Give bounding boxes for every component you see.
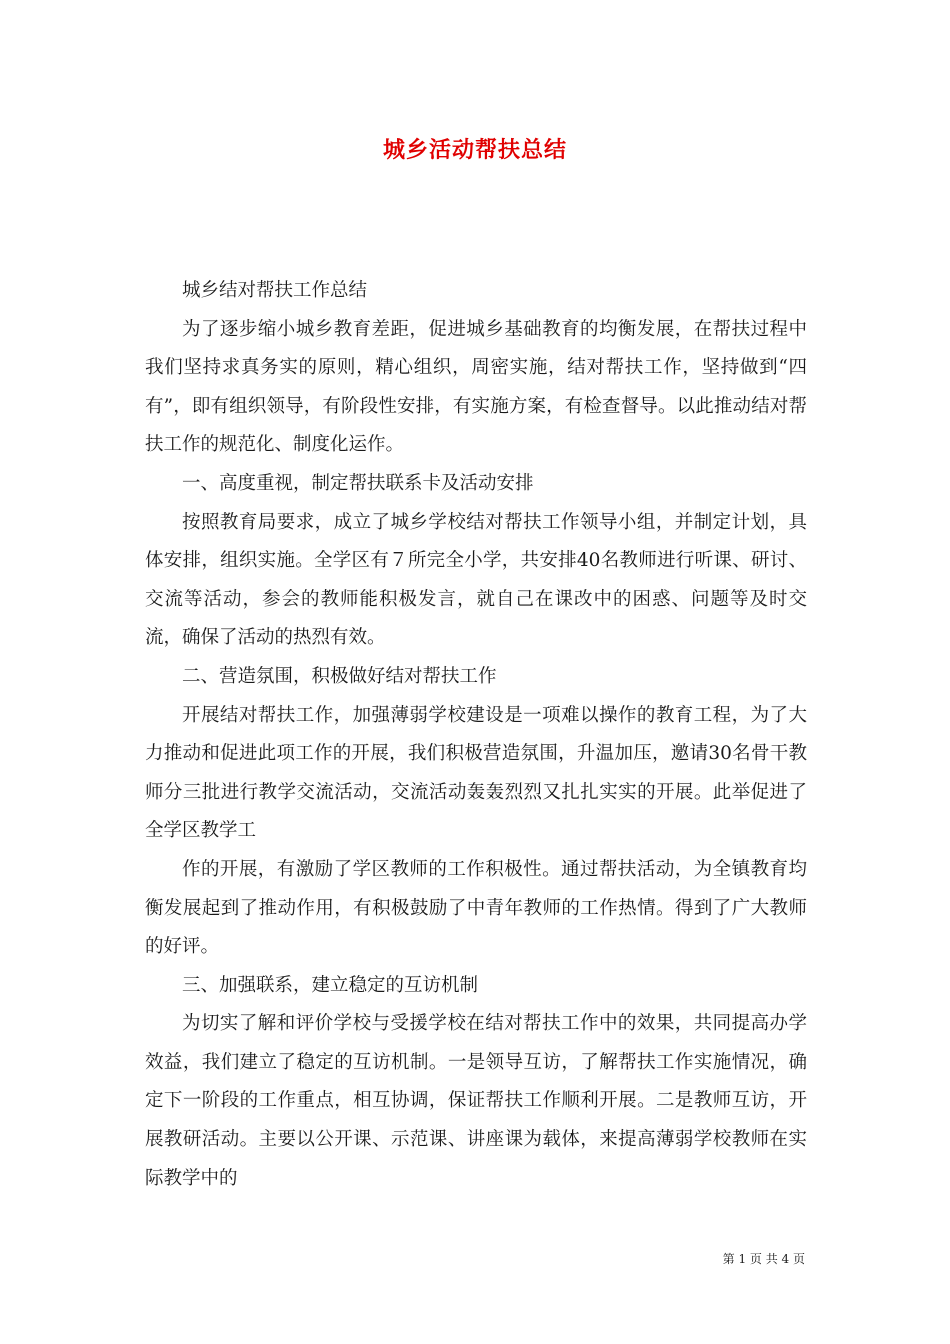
section-heading: 三、加强联系，建立稳定的互访机制 — [182, 974, 479, 996]
paragraph: 开展结对帮扶工作，加强薄弱学校建设是一项难以操作的教育工程，为了大力推动和促进此项工作的开展，我们积极营造氛围，升温加压，邀请30名骨干教师分三批进行教学交流活动，交流活动轰轰烈烈又扎扎实实的开展。此举促进了全学区教学工 — [145, 704, 807, 842]
paragraph: 城乡结对帮扶工作总结 — [182, 280, 368, 301]
section-heading: 二、营造氛围，积极做好结对帮扶工作 — [182, 665, 497, 687]
section-heading: 一、高度重视，制定帮扶联系卡及活动安排 — [182, 472, 534, 494]
paragraph: 按照教育局要求，成立了城乡学校结对帮扶工作领导小组，并制定计划，具体安排，组织实施。全学区有７所完全小学，共安排40名教师进行听课、研讨、交流等活动，参会的教师能积极发言，就自己在课改中的困惑、问题等及时交流，确保了活动的热烈有效。 — [145, 511, 807, 649]
document-body — [145, 272, 807, 1198]
paragraph: 为切实了解和评价学校与受援学校在结对帮扶工作中的效果，共同提高办学效益，我们建立了稳定的互访机制。一是领导互访，了解帮扶工作实施情况，确定下一阶段的工作重点，相互协调，保证帮扶工作顺利开展。二是教师互访，开展教研活动。主要以公开课、示范课、讲座课为载体，来提高薄弱学校教师在实际教学中的 — [145, 1013, 807, 1189]
document-title: 城乡活动帮扶总结 — [382, 137, 567, 163]
page-number-footer: 第 1 页 共 4 页 — [722, 1252, 805, 1266]
paragraph: 作的开展，有激励了学区教师的工作积极性。通过帮扶活动，为全镇教育均衡发展起到了推动作用，有积极鼓励了中青年教师的工作热情。得到了广大教师的好评。 — [145, 858, 807, 958]
paragraph: 为了逐步缩小城乡教育差距，促进城乡基础教育的均衡发展，在帮扶过程中我们坚持求真务实的原则，精心组织，周密实施，结对帮扶工作，坚持做到“四有”，即有组织领导，有阶段性安排，有实施方案，有检查督导。以此推动结对帮扶工作的规范化、制度化运作。 — [145, 318, 807, 456]
